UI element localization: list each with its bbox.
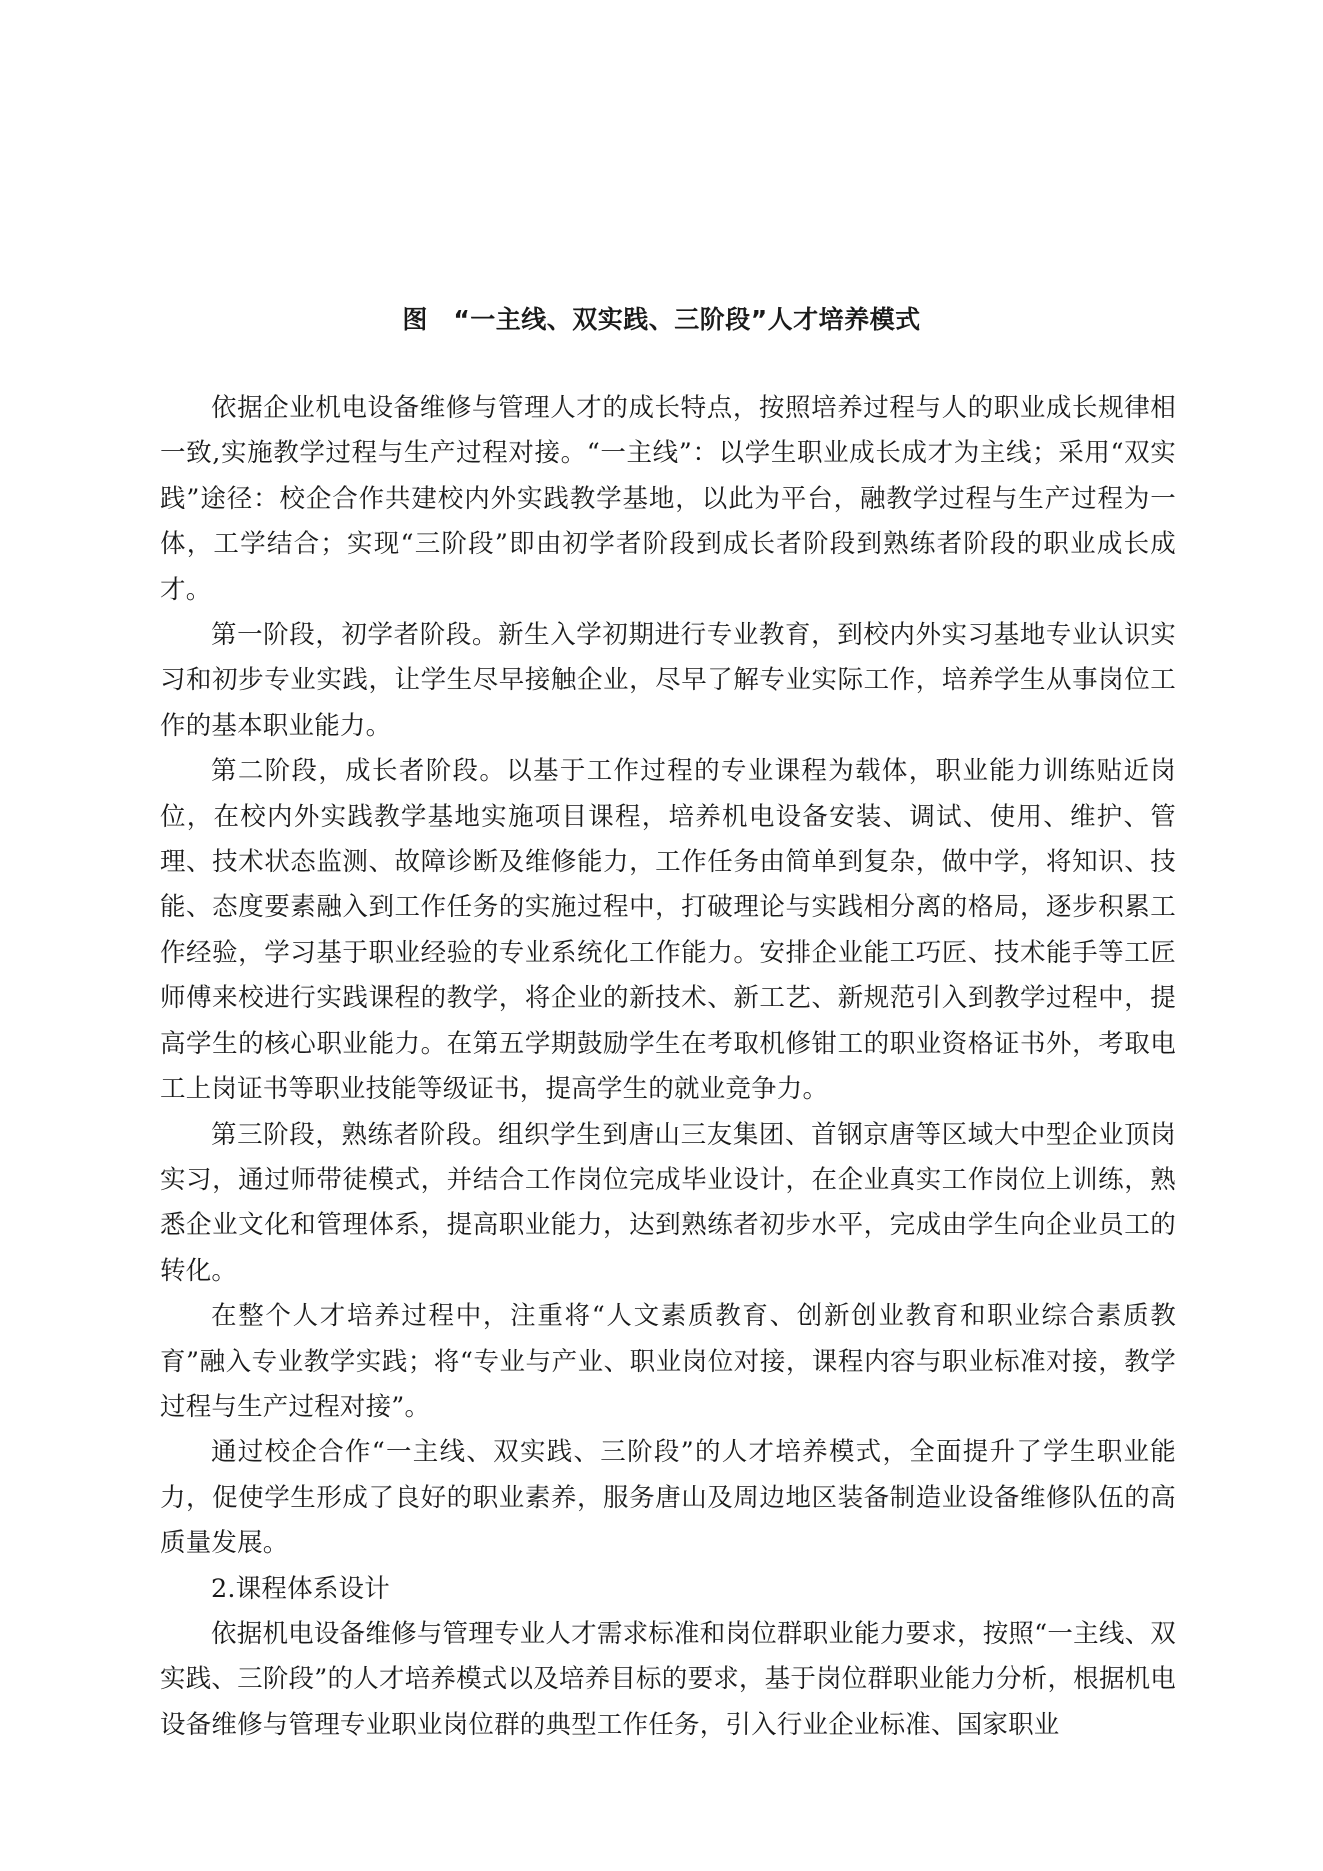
figure-caption: 图 “一主线、双实践、三阶段”人才培养模式 xyxy=(402,305,921,334)
paragraph-stage-three: 第三阶段，熟练者阶段。组织学生到唐山三友集团、首钢京唐等区域大中型企业顶岗实习，通过师带徒模式，并结合工作岗位完成毕业设计，在企业真实工作岗位上训练，熟悉企业文化和管理体系，提高职业能力，达到熟练者初步水平，完成由学生向企业员工的转化。 xyxy=(160,1119,1176,1286)
paragraph-summary: 通过校企合作“一主线、双实践、三阶段”的人才培养模式，全面提升了学生职业能力，促使学生形成了良好的职业素养，服务唐山及周边地区装备制造业设备维修队伍的高质量发展。 xyxy=(160,1437,1176,1559)
paragraph-stage-one: 第一阶段，初学者阶段。新生入学初期进行专业教育，到校内外实习基地专业认识实习和初步专业实践，让学生尽早接触企业，尽早了解专业实际工作，培养学生从事岗位工作的基本职业能力。 xyxy=(160,620,1176,741)
body-text xyxy=(160,386,1176,1748)
paragraph-curriculum-design: 依据机电设备维修与管理专业人才需求标准和岗位群职业能力要求，按照“一主线、双实践、三阶段”的人才培养模式以及培养目标的要求，基于岗位群职业能力分析，根据机电设备维修与管理专业职业岗位群的典型工作任务，引入行业企业标准、国家职业 xyxy=(160,1618,1176,1740)
paragraph-stage-two: 第二阶段，成长者阶段。以基于工作过程的专业课程为载体，职业能力训练贴近岗位，在校内外实践教学基地实施项目课程，培养机电设备安装、调试、使用、维护、管理、技术状态监测、故障诊断及维修能力，工作任务由简单到复杂，做中学，将知识、技能、态度要素融入到工作任务的实施过程中，打破理论与实践相分离的格局，逐步积累工作经验，学习基于职业经验的专业系统化工作能力。安排企业能工巧匠、技术能手等工匠师傅来校进行实践课程的教学，将企业的新技术、新工艺、新规范引入到教学过程中，提高学生的核心职业能力。在第五学期鼓励学生在考取机修钳工的职业资格证书外，考取电工上岗证书等职业技能等级证书，提高学生的就业竞争力。 xyxy=(160,756,1176,1105)
paragraph-whole-process: 在整个人才培养过程中，注重将“人文素质教育、创新创业教育和职业综合素质教育”融入专业教学实践；将“专业与产业、职业岗位对接，课程内容与职业标准对接，教学过程与生产过程对接”。 xyxy=(160,1301,1176,1422)
section-heading-curriculum-design: 2.课程体系设计 xyxy=(211,1573,390,1604)
paragraph-training-model-overview: 依据企业机电设备维修与管理人才的成长特点，按照培养过程与人的职业成长规律相一致,实施教学过程与生产过程对接。“一主线”：以学生职业成长成才为主线；采用“双实践”途径：校企合作共建校内外实践教学基地，以此为平台，融教学过程与生产过程为一体，工学结合；实现“三阶段”即由初学者阶段到成长者阶段到熟练者阶段的职业成长成才。 xyxy=(160,393,1176,605)
